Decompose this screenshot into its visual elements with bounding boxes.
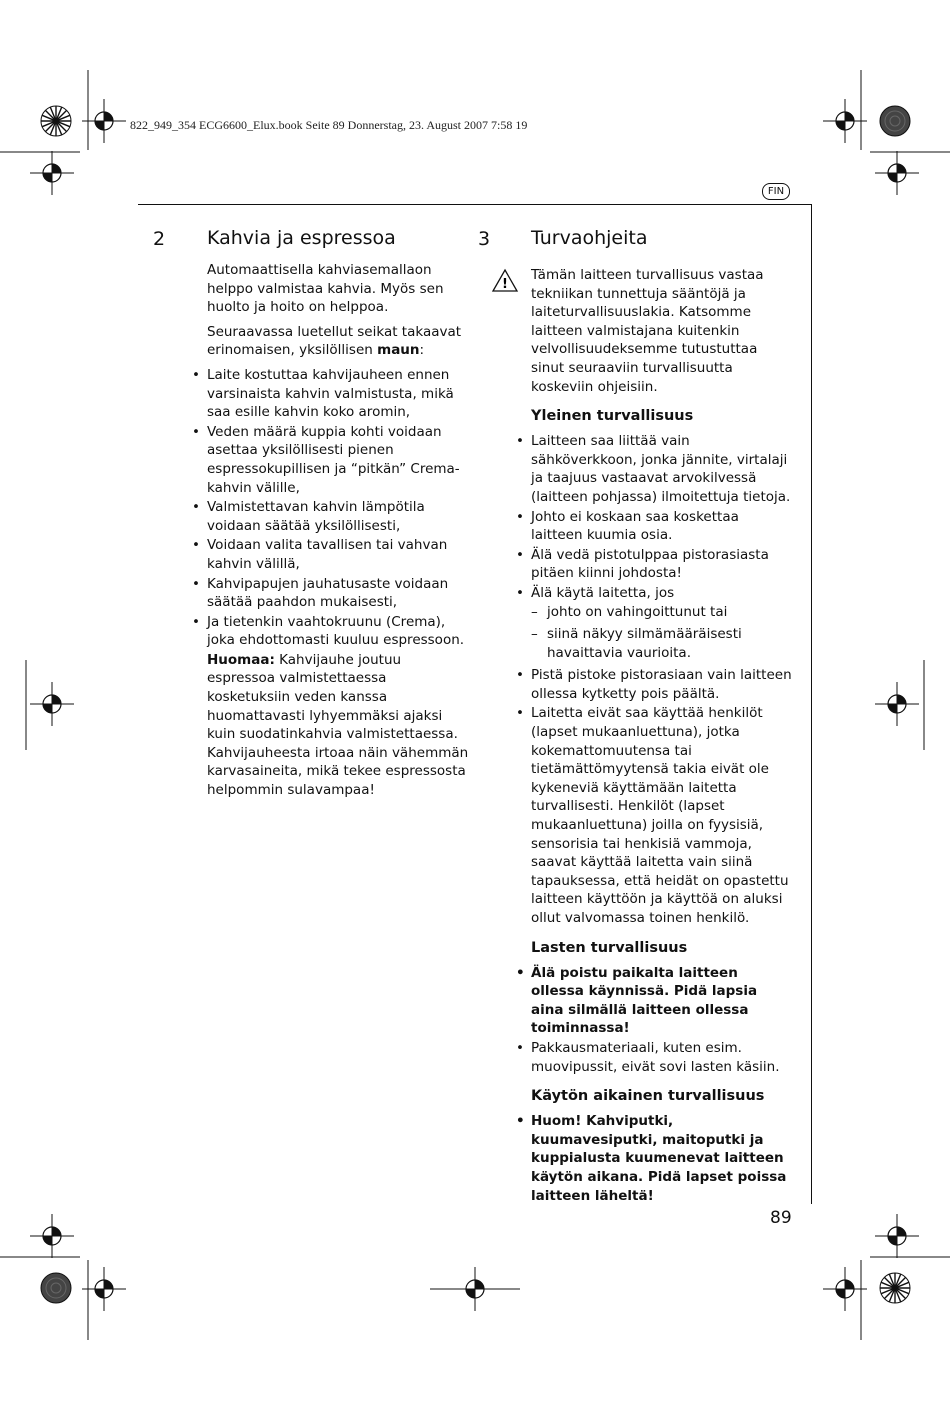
- section-3-title: Turvaohjeita: [531, 227, 648, 249]
- list-item: • Älä poistu paikalta laitteen ollessa käynnissä. Pidä lapsia aina silmällä laitteen ollessa toiminnassa!: [531, 964, 793, 1038]
- list-item: • Laitetta eivät saa käyttää henkilöt (lapset mukaanluettuna), jotka kokemattomuutensa tai tietämättömyytensä takia eivät ole kykeneviä käyttämään laitetta turvallisesti. Henkilöt (lapset mukaanluettuna) joilla on fyysisiä, sensorisia tai henkisiä vammoja, saavat käyttää laitetta vain siinä tapauksessa, että heidät on opastettu laitteen käyttöön ja käyttöä on aluksi ollut valvomassa toinen henkilö.: [531, 704, 793, 927]
- top-rule: [138, 204, 812, 205]
- usage-safety-heading: Käytön aikainen turvallisuus: [531, 1088, 765, 1105]
- list-item: • Kahvipapujen jauhatusaste voidaan säätää paahdon mukaisesti,: [207, 575, 469, 612]
- section-2-note: Huomaa: Kahvijauhe joutuu espressoa valmistettaessa kosketuksiin veden kanssa huomattavasti lyhyemmäksi ajaksi kuin suodatinkahvia valmistettaessa. Kahvijauheesta irtoaa näin vähemmän karvasaineita, mikä tekee espressosta helpommin sulavampaa!: [207, 651, 469, 799]
- child-safety-list: [531, 964, 793, 1077]
- section-3-intro: Tämän laitteen turvallisuus vastaa tekniikan tunnettuja sääntöjä ja laiteturvallisuuslakia. Katsomme laitteen valmistajana kuitenkin velvollisuudeksemme tutustuttaa sinut seuraaviin turvallisuutta koskeviin ohjeisiin.: [531, 267, 764, 395]
- section-2-lead: Seuraavassa luetellut seikat takaavat erinomaisen, yksilöllisen maun:: [207, 323, 462, 359]
- section-2-number: 2: [153, 228, 166, 250]
- sub-list-item: – siinä näkyy silmämääräisesti havaittavia vaurioita.: [531, 625, 793, 662]
- damage-sublist: [531, 603, 793, 663]
- warning-icon: [491, 268, 519, 293]
- sub-list-item: – johto on vahingoittunut tai: [531, 603, 793, 622]
- usage-safety-list: [531, 1112, 793, 1205]
- list-item: • Valmistettavan kahvin lämpötila voidaan säätää yksilöllisesti,: [207, 498, 469, 535]
- list-item: • Älä käytä laitetta, jos – johto on vahingoittunut tai – siinä näkyy silmämääräisesti havaittavia vaurioita.: [531, 584, 793, 662]
- list-item: • Laitteen saa liittää vain sähköverkkoon, jonka jännite, virtalaji ja taajuus vastaavat arvokilvessä (laitteen pohjassa) ilmoitettuja tietoja.: [531, 432, 793, 506]
- right-rule: [811, 204, 812, 1204]
- section-2-body: [207, 261, 469, 806]
- section-3-body: [531, 266, 793, 1206]
- list-item: • Huom! Kahviputki, kuumavesiputki, maitoputki ja kuppialusta kuumenevat laitteen käytön aikana. Pidä lapset poissa laitteen läheltä!: [531, 1112, 793, 1205]
- page-number: 89: [770, 1208, 792, 1228]
- list-item: • Veden määrä kuppia kohti voidaan asettaa yksilöllisesti pienen espressokupillisen ja “pitkän” Crema-kahvin välille,: [207, 423, 469, 497]
- list-item: • Laite kostuttaa kahvijauheen ennen varsinaista kahvin valmistusta, mikä saa esille kahvin koko aromin,: [207, 366, 469, 422]
- list-item: • Älä vedä pistotulppaa pistorasiasta pitäen kiinni johdosta!: [531, 546, 793, 583]
- list-item: • Ja tietenkin vaahtokruunu (Crema), joka ehdottomasti kuuluu espressoon.: [207, 613, 469, 650]
- list-item: • Voidaan valita tavallisen tai vahvan kahvin välillä,: [207, 536, 469, 573]
- section-3-number: 3: [478, 228, 491, 250]
- svg-text:!: !: [502, 277, 508, 292]
- section-2-title: Kahvia ja espressoa: [207, 227, 396, 249]
- general-safety-heading: Yleinen turvallisuus: [531, 408, 694, 425]
- section-2-intro: Automaattisella kahviasemallaon helppo valmistaa kahvia. Myös sen huolto ja hoito on helppoa.: [207, 262, 444, 316]
- language-badge: FIN: [762, 183, 790, 200]
- section-2-bullets: [207, 366, 469, 650]
- child-safety-heading: Lasten turvallisuus: [531, 939, 688, 956]
- list-item: • Pakkausmateriaali, kuten esim. muovipussit, eivät sovi lasten käsiin.: [531, 1039, 793, 1076]
- file-info-header: 822_949_354 ECG6600_Elux.book Seite 89 Donnerstag, 23. August 2007 7:58 19: [130, 118, 528, 132]
- list-item: • Johto ei koskaan saa koskettaa laitteen kuumia osia.: [531, 508, 793, 545]
- list-item: • Pistä pistoke pistorasiaan vain laitteen ollessa kytketty pois päältä.: [531, 666, 793, 703]
- general-safety-list: [531, 432, 793, 927]
